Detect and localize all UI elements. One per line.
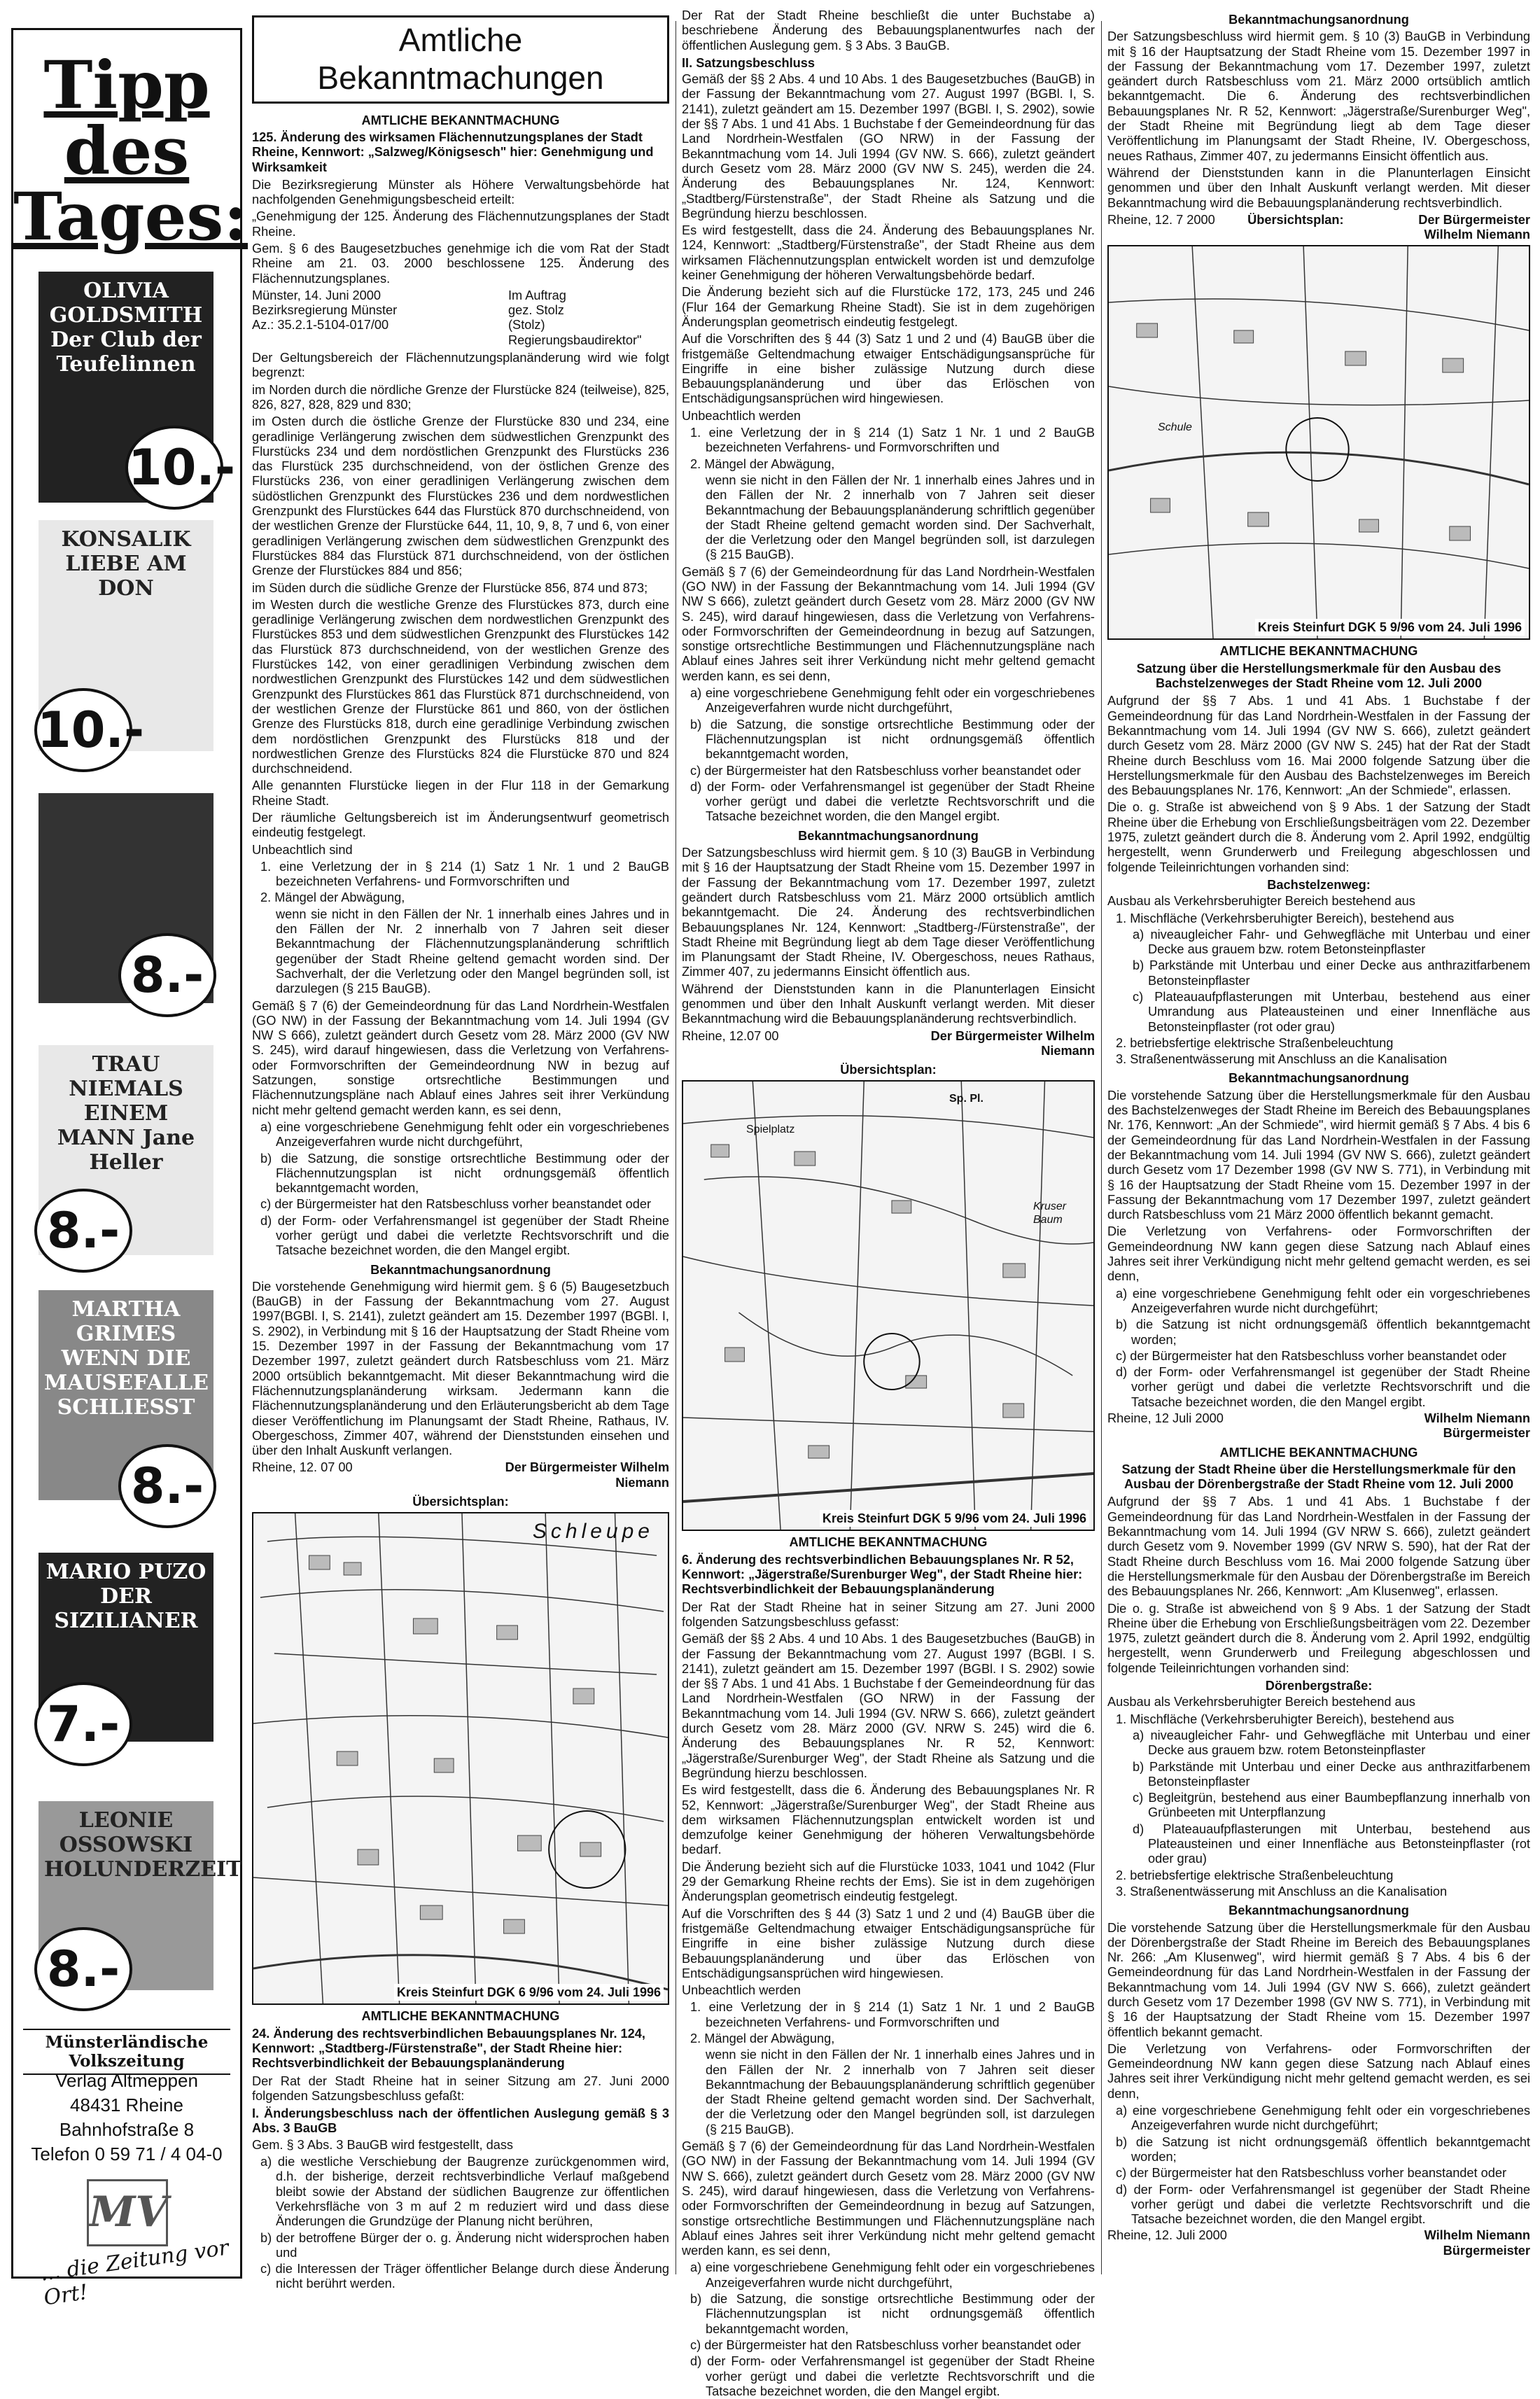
paragraph: Die Verletzung von Verfahrens- oder Formvorschriften der Gemeindeordnung NW kann gegen diese Satzung nach Ablauf eines Jahres seit ihrer Verkündigung nicht mehr geltend gemacht werden, es sei denn, [1107,2041,1530,2101]
list-item: c) der Bürgermeister hat den Ratsbeschluss vorher beanstandet oder [1116,1348,1507,1363]
notice-title: 6. Änderung des rechtsverbindlichen Bebauungsplanes Nr. R 52, Kennwort: „Jägerstraße/Surenburger Weg", der Stadt Rheine hier: Rechtsverbindlichkeit der Bebauungsplanänderung [682,1552,1083,1597]
signature: Der Bürgermeister Wilhelm Niemann [505,1460,669,1490]
signature-place: Rheine, 12. Juli 2000 [1107,2228,1227,2243]
paragraph: wenn sie nicht in den Fällen der Nr. 1 innerhalb eines Jahres und in den Fällen der Nr. 2 innerhalb von 7 Jahren seit dieser Bekanntmachung der Bebauungsplanänderung schriftlich gegenüber der Stadt Rheine geltend gemacht worden sind. Der Sachverhalt, der die Verletzung oder den Mangel begründen soll, ist darzulegen (§ 215 BauGB). [706,473,1095,562]
paragraph: im Westen durch die westliche Grenze des Flurstückes 873, durch eine geradlinige Verlängerung zwischen dem nordwestlichen Grenzpunkt des Flurstückes 853 und dem südwestlichen Grenzpunkt des Flurstückes 142 das Flurstück 873 durchschneidend, von der westlichen Grenze des Flurstückes 142, von einer geradlinigen Verbindung zwischen dem nordwestlichen Grenzpunkt des Flurstückes 142 und dem südwestlichen Grenzpunkt des Flurstückes 861 das Flurstück 871 durchschneidend, von der westlichen Grenze der Flurstücke 861 und 860, von der östlichen Grenze des Flurstücks 818, durch eine geradlinige Verbindung zwischen dem nordöstlichen Grenzpunkt des Flurstücks 818 und der nordwestlichen Grenze des Flurstücks 824 die Flurstücke 870 und 824 durchschneidend. [252,597,669,776]
signature-row [682,1029,1095,1059]
paragraph: Auf die Vorschriften des § 44 (3) Satz 1 und 2 und (4) BauGB über die fristgemäße Geltendmachung etwaiger Entschädigungsansprüche für Eingriffe in eine bisher zulässige Nutzung durch diese Bebauungsplanänderung und über das Erlöschen von Entschädigungsansprüchen wird hingewiesen. [682,1906,1095,1980]
paragraph: Die Änderung bezieht sich auf die Flurstücke 1033, 1041 und 1042 (Flur 29 der Gemarkung Rheine rechts der Ems). Sie ist in dem zugehörigen Änderungsplan geometrisch eindeutig festgelegt. [682,1859,1095,1904]
tipp-word-2: des [64,113,190,190]
book-price-4: 8.- [34,1189,132,1273]
notice-heading: AMTLICHE BEKANNTMACHUNG [1219,1445,1418,1460]
section-header: Amtliche Bekanntmachungen [252,15,669,104]
paragraph: Der Rat der Stadt Rheine hat in seiner Sitzung am 27. Juni 2000 folgenden Satzungsbeschluss gefaßt: [252,2073,669,2103]
signature-place: Rheine, 12.07 00 [682,1028,779,1043]
list-item: 3. Straßenentwässerung mit Anschluss an die Kanalisation [1116,1052,1448,1067]
meta-right: (Stolz) Regierungsbaudirektor" [508,318,642,347]
column-3 [1107,8,1530,2274]
book-title-2: KONSALIK LIEBE AM DON [61,527,191,601]
publisher-line-1: Verlag Altmeppen [55,2070,198,2091]
paragraph: Die vorstehende Satzung über die Herstellungsmerkmale für den Ausbau des Bachstelzenweges der Stadt Rheine im Bereich des Bebauungsplanes Nr. 176, Kennwort: „An der Schmiede", wird hiermit gemäß § 7 Abs. 4 bis 6 der Gemeindeordnung für das Land Nordrhein-Westfalen in der Fassung der Bekanntmachung vom 14. Juli 1994 (GV NW S. 666), zuletzt geändert durch Gesetz vom 17 Dezember 1998 (GV NW S. 771), in Verbindung mit § 16 der Hauptsatzung der Stadt Rheine vom 15. Dezember 1997 in der Fassung der Bekanntmachung vom 17 Dezember 1997, zuletzt geändert durch Ratsbeschluss vom 21 März 2000 öffentlich bekannt gemacht. [1107,1088,1530,1222]
list-item: a) niveaugleicher Fahr- und Gehwegfläche mit Unterbau und einer Decke aus grauem bzw. rotem Betonsteinpflaster [1133,927,1530,957]
approval-meta-row [252,288,669,303]
list-item: 1. eine Verletzung der in § 214 (1) Satz 1 Nr. 1 und 2 BauGB bezeichneten Verfahrens- und Formvorschriften und [690,2000,1095,2029]
paragraph: Der Satzungsbeschluss wird hiermit gem. § 10 (3) BauGB in Verbindung mit § 16 der Hauptsatzung der Stadt Rheine vom 15. Dezember 1997 in der Fassung der Bekanntmachung vom 17. Dezember 1997, zuletzt geändert durch Ratsbeschluss vom 21. März 2000 ortsüblich amtlich bekanntgemacht. Die 6. Änderung des rechtsverbindlichen Bebauungsplanes Nr. R 52, Kennwort: „Jägerstraße/Surenburger Weg", der Stadt Rheine mit Begründung liegt ab dem Tage dieser Veröffentlichung im Planungsamt der Stadt Rheine, IV. Obergeschoss, neues Rathaus, Zimmer 407, zu jedermanns Einsicht öffentlich aus. [1107,29,1530,163]
map-graphic [1109,246,1529,638]
approval-meta-row [252,303,669,318]
signature-place: Rheine, 12. 7 2000 [1107,212,1215,227]
column-divider-2 [1101,21,1102,2274]
paragraph: Gem. § 3 Abs. 3 BauGB wird festgestellt, dass [252,2137,514,2152]
signature-row [252,1460,669,1490]
list-item: a) eine vorgeschriebene Genehmigung fehlt oder ein vorgeschriebenes Anzeigeverfahren wurde nicht durchgeführt; [1116,2104,1530,2133]
map-source-label: Kreis Steinfurt DGK 5 9/96 vom 24. Juli 1996 [820,1510,1089,1527]
book-title-3 [38,793,214,807]
map-graphic [253,1513,668,2003]
paragraph: wenn sie nicht in den Fällen der Nr. 1 innerhalb eines Jahres und in den Fällen der Nr. 2 innerhalb von 7 Jahren seit dieser Bekanntmachung der Flächennutzungsplanänderung schriftlich gegenüber der Stadt Rheine geltend gemacht worden sind. Der Sachverhalt, der die Verletzung oder den Mangel begründen soll, ist darzulegen (§ 215 BauGB). [276,907,669,996]
overview-map-3 [1107,245,1530,640]
paragraph: Aufgrund der §§ 7 Abs. 1 und 41 Abs. 1 Buchstabe f der Gemeindeordnung für das Land Nordrhein-Westfalen in der Fassung der Bekanntmachung vom 14. Juli 1994 (GV NRW S. 666), zuletzt geändert durch Gesetz vom 9. November 1999 (GV NRW S. 590), hat der Rat der Stadt Rheine durch Beschluss vom 16. Mai 2000 folgende Satzung über die Herstellungsmerkmale für den Ausbau der Dörenbergstraße im Bereich des Bebauungsplanes Nr. 266, Kennwort: „Am Klusenweg", erlassen. [1107,1495,1530,1599]
map-source-label: Kreis Steinfurt DGK 5 9/96 vom 24. Juli 1996 [1255,619,1525,636]
publisher-line-4: Telefon 0 59 71 / 4 04-0 [31,2143,223,2165]
list-item: c) der Bürgermeister hat den Ratsbeschluss vorher beanstandet oder [690,2337,1082,2352]
list-item: b) die Satzung ist nicht ordnungsgemäß öffentlich bekanntgemacht worden; [1116,2134,1530,2164]
signature: Der Bürgermeister Wilhelm Niemann [1418,212,1530,242]
paragraph: Die vorstehende Satzung über die Herstellungsmerkmale für den Ausbau der Dörenbergstraße der Stadt Rheine im Bereich des Bebauungsplanes Nr. 266: „Am Klusenweg", wird hiermit gemäß § 7 Abs. 4 bis 6 der Gemeindeordnung für das Land Nordrhein-Westfalen in der Fassung der Bekanntmachung vom 14. Juli 1994 (GV NW S. 666), zuletzt geändert durch Gesetz vom 17 Dezember 1998 (GV NW S. 771), in Verbindung mit § 16 der Hauptsatzung der Stadt Rheine vom 15. Dezember 1997 öffentlich bekannt gemacht. [1107,1920,1530,2039]
paragraph: Gemäß der §§ 2 Abs. 4 und 10 Abs. 1 des Baugesetzbuches (BauGB) in der Fassung der Bekanntmachung vom 27. August 1997 (BGBl. I S. 2141), zuletzt geändert am 15. Dezember 1997 (BGBl. I S. 2902) sowie der §§ 7 Abs. 1 und 41 Abs. 1 Buchstabe f der Gemeindeordnung für das Land Nordrhein-Westfalen (GO NRW) in der Fassung der Bekanntmachung vom 14. Juli 1994 (GV. NRW S. 666), zuletzt geändert durch Gesetz vom 28. März 2000 (GV. NRW S. 245) wird die 6. Änderung des Bebauungsplanes Nr. R 52, Kennwort: „Jägerstraße/Surenburger Weg", der Stadt Rheine als Satzung und die Begründung hierzu beschlossen. [682,1632,1095,1780]
book-title-4: TRAU NIEMALS EINEM MANN Jane Heller [57,1052,195,1175]
map-title: Übersichtsplan: [412,1495,509,1509]
paragraph: Ausbau als Verkehrsberuhigter Bereich bestehend aus [1107,1695,1415,1709]
paragraph: Es wird festgestellt, dass die 24. Änderung des Bebauungsplanes Nr. 124, Kennwort: „Stadtberg/Fürstenstraße", der Stadt Rheine aus dem wirksamen Flächennutzungsplan entwickelt worden ist und demzufolge keiner Genehmigung der höheren Verwaltungsbehörde bedarf. [682,223,1095,283]
paragraph: Alle genannten Flurstücke liegen in der Flur 118 in der Gemarkung Rheine Stadt. [252,778,669,808]
book-price-6: 7.- [34,1682,132,1766]
paragraph: wenn sie nicht in den Fällen der Nr. 1 innerhalb eines Jahres und in den Fällen der Nr. 2 innerhalb von 7 Jahren seit dieser Bekanntmachung der Bebauungsplanänderung schriftlich gegenüber der Stadt Rheine geltend gemacht worden sind. Der Sachverhalt, der die Verletzung oder den Mangel begründen soll, ist darzulegen (§ 215 BauGB). [706,2048,1095,2136]
list-item: a) eine vorgeschriebene Genehmigung fehlt oder ein vorgeschriebenes Anzeigeverfahren wurde nicht durchgeführt, [260,1119,669,1149]
notice-title: Satzung über die Herstellungsmerkmale für den Ausbau des Bachstelzenweges der Stadt Rheine vom 12. Juli 2000 [1136,661,1502,691]
subheading: Dörenbergstraße: [1265,1679,1373,1693]
list-item: a) eine vorgeschriebene Genehmigung fehlt oder ein vorgeschriebenes Anzeigeverfahren wurde nicht durchgeführt, [690,686,1095,715]
subheading: Bachstelzenweg: [1267,877,1371,892]
notice-heading: AMTLICHE BEKANNTMACHUNG [361,2009,560,2024]
paragraph: Während der Dienststunden kann in die Planunterlagen Einsicht genommen und über den Inhalt Auskunft verlangt werden. Mit dieser Bekanntmachung wird die Bebauungsplanänderung rechtsverbindlich. [1107,165,1530,210]
map-label-kruser-baum: Kruser Baum [1033,1201,1067,1226]
list-item: c) der Bürgermeister hat den Ratsbeschluss vorher beanstandet oder [690,763,1082,778]
signature-row [1107,1411,1530,1441]
list-item: 2. Mängel der Abwägung, [690,456,835,471]
tipp-des-tages-sidebar [11,28,248,2311]
tipp-word-1: Tipp [43,47,210,124]
book-title-6: MARIO PUZO DER SIZILIANER [46,1560,206,1633]
tipp-word-3: Tages: [13,179,248,256]
publisher-line-2: 48431 Rheine [70,2094,183,2116]
subheading: I. Änderungsbeschluss nach der öffentlichen Auslegung gemäß § 3 Abs. 3 BauGB [252,2106,669,2136]
list-item: 3. Straßenentwässerung mit Anschluss an die Kanalisation [1116,1884,1448,1898]
list-item: 2. betriebsfertige elektrische Straßenbeleuchtung [1116,1868,1394,1882]
approval-meta-row [252,318,669,348]
list-item: a) eine vorgeschriebene Genehmigung fehlt oder ein vorgeschriebenes Anzeigeverfahren wurde nicht durchgeführt, [690,2260,1095,2290]
meta-left: Bezirksregierung Münster [252,303,398,318]
list-item: a) die westliche Verschiebung der Baugrenze zurückgenommen wird, d.h. der bisherige, derzeit rechtsverbindliche Verlauf maßgebend bleibt sowie der Abstand der südlichen Baugrenze zur öffentlichen Verkehrsfläche von 3 m auf 2 m reduziert wird und dass diese Änderungen die Grundzüge der Planung nicht berühren, [260,2155,669,2229]
book-title-1: OLIVIA GOLDSMITH Der Club der Teufelinnen [49,279,203,377]
paragraph: Die Verletzung von Verfahrens- oder Formvorschriften der Gemeindeordnung NW kann gegen diese Satzung nach Ablauf eines Jahres seit ihrer Verkündigung nicht mehr geltend gemacht werden, es sei denn, [1107,1224,1530,1284]
paragraph: Die Änderung bezieht sich auf die Flurstücke 172, 173, 245 und 246 (Flur 164 der Gemarkung Rheine Stadt). Sie ist in dem zugehörigen Änderungsplan geometrisch eindeutig festgelegt. [682,285,1095,329]
list-item: d) der Form- oder Verfahrensmangel ist gegenüber der Stadt Rheine vorher gerügt und dabei die verletzte Rechtsvorschrift und die Tatsache bezeichnet worden, die den Mangel ergibt. [690,2354,1095,2398]
list-item: 1. eine Verletzung der in § 214 (1) Satz 1 Nr. 1 und 2 BauGB bezeichneten Verfahrens- und Formvorschriften und [260,859,669,889]
map-source-label: Kreis Steinfurt DGK 6 9/96 vom 24. Juli 1996 [394,1984,664,2001]
map-label-schule: Schule [1158,421,1192,434]
paragraph: Die o. g. Straße ist abweichend von § 9 Abs. 1 der Satzung der Stadt Rheine über die Erhebung von Erschließungsbeiträgen vom 22. Dezember 1975, zuletzt geändert durch die 8. Änderung vom 2. April 1992, endgültig hergestellt, wenn Grunderwerb und Freilegung abgeschlossen und folgende Teileinrichtungen vorhanden sind: [1107,1601,1530,1675]
paragraph: Auf die Vorschriften des § 44 (3) Satz 1 und 2 und (4) BauGB über die fristgemäße Geltendmachung etwaiger Entschädigungsansprüche für Eingriffe in eine bisher zulässige Nutzung durch diese Bebauungsplanänderung und über das Erlöschen von Entschädigungsansprüchen wird hingewiesen. [682,332,1095,406]
notice-title: 125. Änderung des wirksamen Flächennutzungsplanes der Stadt Rheine, Kennwort: „Salzweg/Königsesch" hier: Genehmigung und Wirksamkeit [252,130,654,174]
signature: Wilhelm Niemann Bürgermeister [1424,1411,1530,1441]
list-item: b) Parkstände mit Unterbau und einer Decke aus anthrazitfarbenem Betonsteinpflaster [1133,958,1530,988]
list-item: b) Parkstände mit Unterbau und einer Decke aus anthrazitfarbenem Betonsteinpflaster [1133,1759,1530,1789]
signature: Wilhelm Niemann Bürgermeister [1424,2228,1530,2258]
paragraph: Gemäß § 7 (6) der Gemeindeordnung für das Land Nordrhein-Westfalen (GO NW) in der Fassung der Bekanntmachung vom 14. Juli 1994 (GV NW S. 666), zuletzt geändert durch Gesetz vom 28. März 2000 (GV NW S. 245), wird darauf hingewiesen, dass die Verletzung von Verfahrens- oder Formvorschriften der Gemeindeordnung in bezug auf Satzungen, sonstige ortsrechtliche Bestimmungen und Flächennutzungspläne nach Ablauf eines Jahres seit ihrer Verkündung nicht mehr geltend gemacht werden kann, es sei denn, [682,2139,1095,2258]
notice-heading: AMTLICHE BEKANNTMACHUNG [789,1535,988,1550]
list-item: b) die Satzung, die sonstige ortsrechtliche Bestimmung oder der Flächennutzungsplan ist nicht ordnungsgemäß öffentlich bekanntgemacht worden, [690,717,1095,762]
map-title: Übersichtsplan: [840,1063,937,1077]
notice-title: Satzung der Stadt Rheine über die Herstellungsmerkmale für den Ausbau der Dörenbergstraße der Stadt Rheine vom 12. Juli 2000 [1121,1462,1516,1492]
notice-title: 24. Änderung des rechtsverbindlichen Bebauungsplanes Nr. 124, Kennwort: „Stadtberg-/Fürstenstraße", der Stadt Rheine hier: Rechtsverbindlichkeit der Bebauungsplanänderung [252,2026,645,2071]
list-item: 1. Mischfläche (Verkehrsberuhigter Bereich), bestehend aus [1116,911,1455,925]
slogan: ... die Zeitung vor Ort! [38,2235,230,2311]
list-item: d) der Form- oder Verfahrensmangel ist gegenüber der Stadt Rheine vorher gerügt und dabei die verletzte Rechtsvorschrift und die Tatsache bezeichnet worden, die den Mangel ergibt. [1116,1365,1530,1409]
newspaper-masthead: Münsterländische Volkszeitung [23,2029,230,2075]
paragraph: Gemäß der §§ 2 Abs. 4 und 10 Abs. 1 des Baugesetzbuches (BauGB) in der Fassung der Bekanntmachung vom 27. August 1997 (BGBl. I, S. 2141), zuletzt geändert am 15. Dezember 1997 (BGBl. I, S. 2902), sowie der §§ 7 Abs. 1 und 41 Abs. 1 Buchstabe f der Gemeindeordnung für das Land Nordrhein-Westfalen (GO NRW) in der Fassung der Bekanntmachung vom 14. Juli 1994 (GV NW. S. 666), zuletzt geändert durch Gesetz vom 28. März 2000 (GV NW S. 245), werden die 24. Änderung des Bebauungsplanes Nr. 124, Kennwort: „Stadtberg/Fürstenstraße", der Stadt Rheine als Satzung und die Begründung hierzu beschlossen. [682,72,1095,221]
map-street-label: Schleupe [532,1520,654,1544]
tipp-heading [13,47,248,256]
list-item: d) der Form- oder Verfahrensmangel ist gegenüber der Stadt Rheine vorher gerügt und dabei die verletzte Rechtsvorschrift und die Tatsache bezeichnet worden, die den Mangel ergibt. [260,1213,669,1258]
mv-logo: MV [87,2179,168,2246]
list-item: 2. Mängel der Abwägung, [690,2031,835,2045]
paragraph: Ausbau als Verkehrsberuhigter Bereich bestehend aus [1107,894,1415,909]
notice-heading: AMTLICHE BEKANNTMACHUNG [1219,644,1418,659]
list-item: 1. eine Verletzung der in § 214 (1) Satz 1 Nr. 1 und 2 BauGB bezeichneten Verfahrens- und Formvorschriften und [690,426,1095,455]
list-item: c) Begleitgrün, bestehend aus einer Baumbepflanzung innerhalb von Grünbeeten mit Unterpflanzung [1133,1791,1530,1820]
book-title-5: MARTHA GRIMES WENN DIE MAUSEFALLE SCHLIESST [44,1297,209,1420]
list-item: c) der Bürgermeister hat den Ratsbeschluss vorher beanstandet oder [1116,2166,1507,2181]
list-item: 2. Mängel der Abwägung, [260,890,405,905]
map-title: Übersichtsplan: [1247,212,1344,227]
announcement-order-heading: Bekanntmachungsanordnung [1228,13,1409,27]
announcement-order-heading: Bekanntmachungsanordnung [370,1262,551,1277]
meta-left: Az.: 35.2.1-5104-017/00 [252,318,389,333]
meta-left: Münster, 14. Juni 2000 [252,288,382,302]
meta-right: Im Auftrag [508,288,566,302]
map-label-sportplatz: Sp. Pl. [949,1093,983,1105]
signature: Der Bürgermeister Wilhelm Niemann [930,1028,1095,1058]
list-item: c) der Bürgermeister hat den Ratsbeschluss vorher beanstandet oder [260,1197,652,1212]
publisher-line-3: Bahnhofstraße 8 [59,2119,195,2141]
list-item: c) Plateauaufpflasterungen mit Unterbau, bestehend aus einer Umrandung aus Plateausteinen und einer Innenfläche aus Betonsteinpflaster (rot oder grau) [1133,989,1530,1034]
book-price-7: 8.- [34,1927,132,2011]
paragraph: im Süden durch die südliche Grenze der Flurstücke 856, 874 und 873; [252,580,648,595]
paragraph: Gemäß § 7 (6) der Gemeindeordnung für das Land Nordrhein-Westfalen (GO NW) in der Fassung der Bekanntmachung vom 14. Juli 1994 (GV NW S 666), zuletzt geändert durch Gesetz vom 28. März 2000 (GV NW S. 245), wird darauf hingewiesen, dass die Verletzung von Verfahrens- oder Formvorschriften der Gemeindeordnung NW in bezug auf Satzungen, sonstige ortsrechtliche Bestimmungen und Flächennutzungspläne nach Ablauf eines Jahres seit ihrer Verkündung nicht mehr geltend gemacht werden kann, es sei denn, [252,998,669,1117]
paragraph: Die o. g. Straße ist abweichend von § 9 Abs. 1 der Satzung der Stadt Rheine über die Erhebung von Erschließungsbeiträgen vom 22. Dezember 1975, zuletzt geändert durch die 8. Änderung vom 2. April 1992, endgültig hergestellt, wenn Grunderwerb und Freilegung abgeschlossen und folgende Teileinrichtungen vorhanden sind: [1107,800,1530,874]
subheading: II. Satzungsbeschluss [682,55,816,70]
paragraph: im Norden durch die nördliche Grenze der Flurstücke 824 (teilweise), 825, 826, 827, 828, 829 und 830; [252,382,669,412]
paragraph: Der Geltungsbereich der Flächennutzungsplanänderung wird wie folgt begrenzt: [252,351,669,380]
book-price-3: 8.- [118,933,216,1017]
signature-place: Rheine, 12 Juli 2000 [1107,1411,1224,1425]
list-item: 2. betriebsfertige elektrische Straßenbeleuchtung [1116,1035,1394,1050]
paragraph: Während der Dienststunden kann in die Planunterlagen Einsicht genommen und über den Inhalt Auskunft verlangt werden. Mit dieser Bekanntmachung wird die Bebauungsplanänderung rechtsverbindlich. [682,981,1095,1026]
overview-map-2 [682,1080,1095,1531]
publisher-address [13,2069,240,2167]
announcement-order-heading: Bekanntmachungsanordnung [1228,1071,1409,1086]
list-item: b) die Satzung, die sonstige ortsrechtliche Bestimmung oder der Flächennutzungsplan ist nicht ordnungsgemäß öffentlich bekanntgemacht worden, [690,2292,1095,2336]
column-2 [682,8,1095,2398]
list-item: d) Plateauaufpflasterungen mit Unterbau, bestehend aus Plateausteinen und einer Innenfläche aus Betonsteinpflaster (rot oder grau) [1133,1821,1530,1866]
notice-heading: AMTLICHE BEKANNTMACHUNG [361,113,560,127]
list-item: b) die Satzung, die sonstige ortsrechtliche Bestimmung oder der Flächennutzungsplan ist nicht ordnungsgemäß öffentlich bekanntgemacht worden, [260,1151,669,1196]
paragraph: Die vorstehende Genehmigung wird hiermit gem. § 6 (5) Baugesetzbuch (BauGB) in der Fassung der Bekanntmachung vom 27. August 1997(BGBl. I, S. 2141), zuletzt geändert am 15. Dezember 1997 (BGBl. I, S. 2902), in Verbindung mit § 16 der Hauptsatzung der Stadt Rheine vom 15. Dezember 1997 in der Fassung der Bekanntmachung vom 17 Dezember 1997, zuletzt geändert durch Ratsbeschluss vom 21. März 2000 ortsüblich bekanntgemacht. Mit dieser Bekanntmachung wird die Flächennutzungsplanänderung wirksam. Jedermann kann die Flächennutzungsplanänderung und den Erläuterungsbericht ab dem Tage dieser Veröffentlichung im Planungsamt der Stadt Rheine, Rathaus, IV. Obergeschoss, Zimmer 407, während der Dienststunden einsehen und über den Inhalt Auskunft verlangen. [252,1279,669,1458]
signature-row [1107,2228,1530,2258]
signature-place: Rheine, 12. 07 00 [252,1460,353,1475]
paragraph: Der Satzungsbeschluss wird hiermit gem. § 10 (3) BauGB in Verbindung mit § 16 der Hauptsatzung der Stadt Rheine vom 15. Dezember 1997 in der Fassung der Bekanntmachung vom 17. Dezember 1997, zuletzt geändert durch Ratsbeschluss vom 21. März 2000 ortsüblich amtlich bekanntgemacht. Die 24. Änderung des rechtsverbindlichen Bebauungsplanes Nr. 124, Kennwort: „Stadtberg-/Fürstenstraße", der Stadt Rheine mit Begründung liegt ab dem Tage dieser Veröffentlichung im Planungsamt der Stadt Rheine, IV. Obergeschoss, neues Rathaus, Zimmer 407, zu jedermanns Einsicht öffentlich aus. [682,846,1095,979]
paragraph: im Osten durch die östliche Grenze der Flurstücke 830 und 234, eine geradlinige Verlängerung zwischen dem südwestlichen Grenzpunkt des Flurstücks 234 und dem nordöstlichen Grenzpunkt des Flurstücks 236 das Flurstück 235 durchschneidend, von der östlichen Grenze des Flurstücks 236, von einer geradlinigen Verlängerung zwischen dem südöstlichen Grenzpunkt des Flurstückes 236 und dem nordwestlichen Grenzpunkt des Flurstückes 644 das Flurstück 870 durchschneidend, von der westlichen Grenze der Flurstücke 644, 11, 10, 9, 8, 7 und 6, von einer geradlinigen Verlängerung zwischen dem südwestlichen Grenzpunkt des Flurstückes 884 das Flurstück 871 durchschneidend, von der östlichen Grenze der Flurstückes 884 und 856; [252,414,669,578]
announcement-order-heading: Bekanntmachungsanordnung [798,828,979,843]
list-item: c) die Interessen der Träger öffentlicher Belange durch diese Änderung nicht berührt werden. [260,2262,669,2291]
paragraph: Der räumliche Geltungsbereich ist im Änderungsentwurf geometrisch eindeutig festgelegt. [252,810,669,840]
map-graphic [683,1082,1093,1530]
paragraph: Gemäß § 7 (6) der Gemeindeordnung für das Land Nordrhein-Westfalen (GO NW) in der Fassung der Bekanntmachung vom 14. Juli 1994 (GV NW S 666), zuletzt geändert durch Gesetz vom 28. März 2000 (GV NW S. 245), wird darauf hingewiesen, dass die Verletzung von Verfahrens- oder Formvorschriften der Gemeindeordnung in bezug auf Satzungen, sonstige ortsrechtliche Bestimmungen und Flächennutzungspläne nach Ablauf eines Jahres seit ihrer Verkündung nicht mehr geltend gemacht werden kann, es sei denn, [682,564,1095,683]
map-label-spielplatz: Spielplatz [746,1124,795,1136]
paragraph: Unbeachtlich werden [682,408,801,423]
signature-row [1107,213,1530,243]
book-price-5: 8.- [118,1444,216,1528]
list-item: a) niveaugleicher Fahr- und Gehwegfläche mit Unterbau und einer Decke aus grauem bzw. rotem Betonsteinpflaster [1133,1728,1530,1758]
list-item: 1. Mischfläche (Verkehrsberuhigter Bereich), bestehend aus [1116,1712,1455,1726]
announcement-order-heading: Bekanntmachungsanordnung [1228,1903,1409,1918]
book-price-2: 10.- [34,688,132,772]
paragraph: Der Rat der Stadt Rheine hat in seiner Sitzung am 27. Juni 2000 folgenden Satzungsbeschluss gefasst: [682,1600,1095,1629]
overview-map-1 [252,1512,669,2005]
paragraph: „Genehmigung der 125. Änderung des Flächennutzungsplanes der Stadt Rheine. [252,209,669,239]
meta-right: gez. Stolz [508,303,564,318]
paragraph: Gem. § 6 des Baugesetzbuches genehmige ich die vom Rat der Stadt Rheine am 21. 03. 2000 beschlossene 125. Änderung des Flächennutzungsplanes. [252,242,669,286]
paragraph: Unbeachtlich sind [252,842,353,857]
list-item: d) der Form- oder Verfahrensmangel ist gegenüber der Stadt Rheine vorher gerügt und dabei die verletzte Rechtsvorschrift und die Tatsache bezeichnet worden, die den Mangel ergibt. [1116,2182,1530,2227]
list-item: b) der betroffene Bürger der o. g. Änderung nicht widersprochen haben und [260,2230,669,2260]
list-item: b) die Satzung ist nicht ordnungsgemäß öffentlich bekanntgemacht worden; [1116,1317,1530,1347]
paragraph: Unbeachtlich werden [682,1983,801,1998]
list-item: d) der Form- oder Verfahrensmangel ist gegenüber der Stadt Rheine vorher gerügt und dabei die verletzte Rechtsvorschrift und die Tatsache bezeichnet worden, die den Mangel ergibt. [690,779,1095,824]
paragraph: Es wird festgestellt, dass die 6. Änderung des Bebauungsplanes Nr. R 52, Kennwort: „Jägerstraße/Surenburger Weg", der Stadt Rheine aus dem wirksamen Flächennutzungsplan entwickelt worden ist und demzufolge keiner Genehmigung der höheren Verwaltungsbehörde bedarf. [682,1783,1095,1857]
book-title-7: LEONIE OSSOWSKI HOLUNDERZEIT [44,1808,242,1882]
paragraph: Der Rat der Stadt Rheine beschließt die unter Buchstabe a) beschriebene Änderung des Bebauungsplanentwurfes nach der öffentlichen Auslegung gem. § 3 Abs. 3 BauGB. [682,8,1095,53]
paragraph: Aufgrund der §§ 7 Abs. 1 und 41 Abs. 1 Buchstabe f der Gemeindeordnung für das Land Nordrhein-Westfalen in der Fassung der Bekanntmachung vom 14. Juli 1994 (GV NW S. 666), zuletzt geändert durch Gesetz vom 28. März 2000 (GV NW S. 245) hat der Rat der Stadt Rheine durch Beschluss vom 16. Mai 2000 folgende Satzung über die Herstellungsmerkmale für den Ausbau des Bachstelzenweges im Bereich des Bebauungsplanes Nr. 176, Kennwort: „An der Schmiede", erlassen. [1107,694,1530,798]
paragraph: Die Bezirksregierung Münster als Höhere Verwaltungsbehörde hat nachfolgenden Genehmigungsbescheid erteilt: [252,177,669,207]
book-price-1: 10.- [125,426,223,510]
list-item: a) eine vorgeschriebene Genehmigung fehlt oder ein vorgeschriebenes Anzeigeverfahren wurde nicht durchgeführt; [1116,1286,1530,1315]
column-1 [252,10,669,2291]
